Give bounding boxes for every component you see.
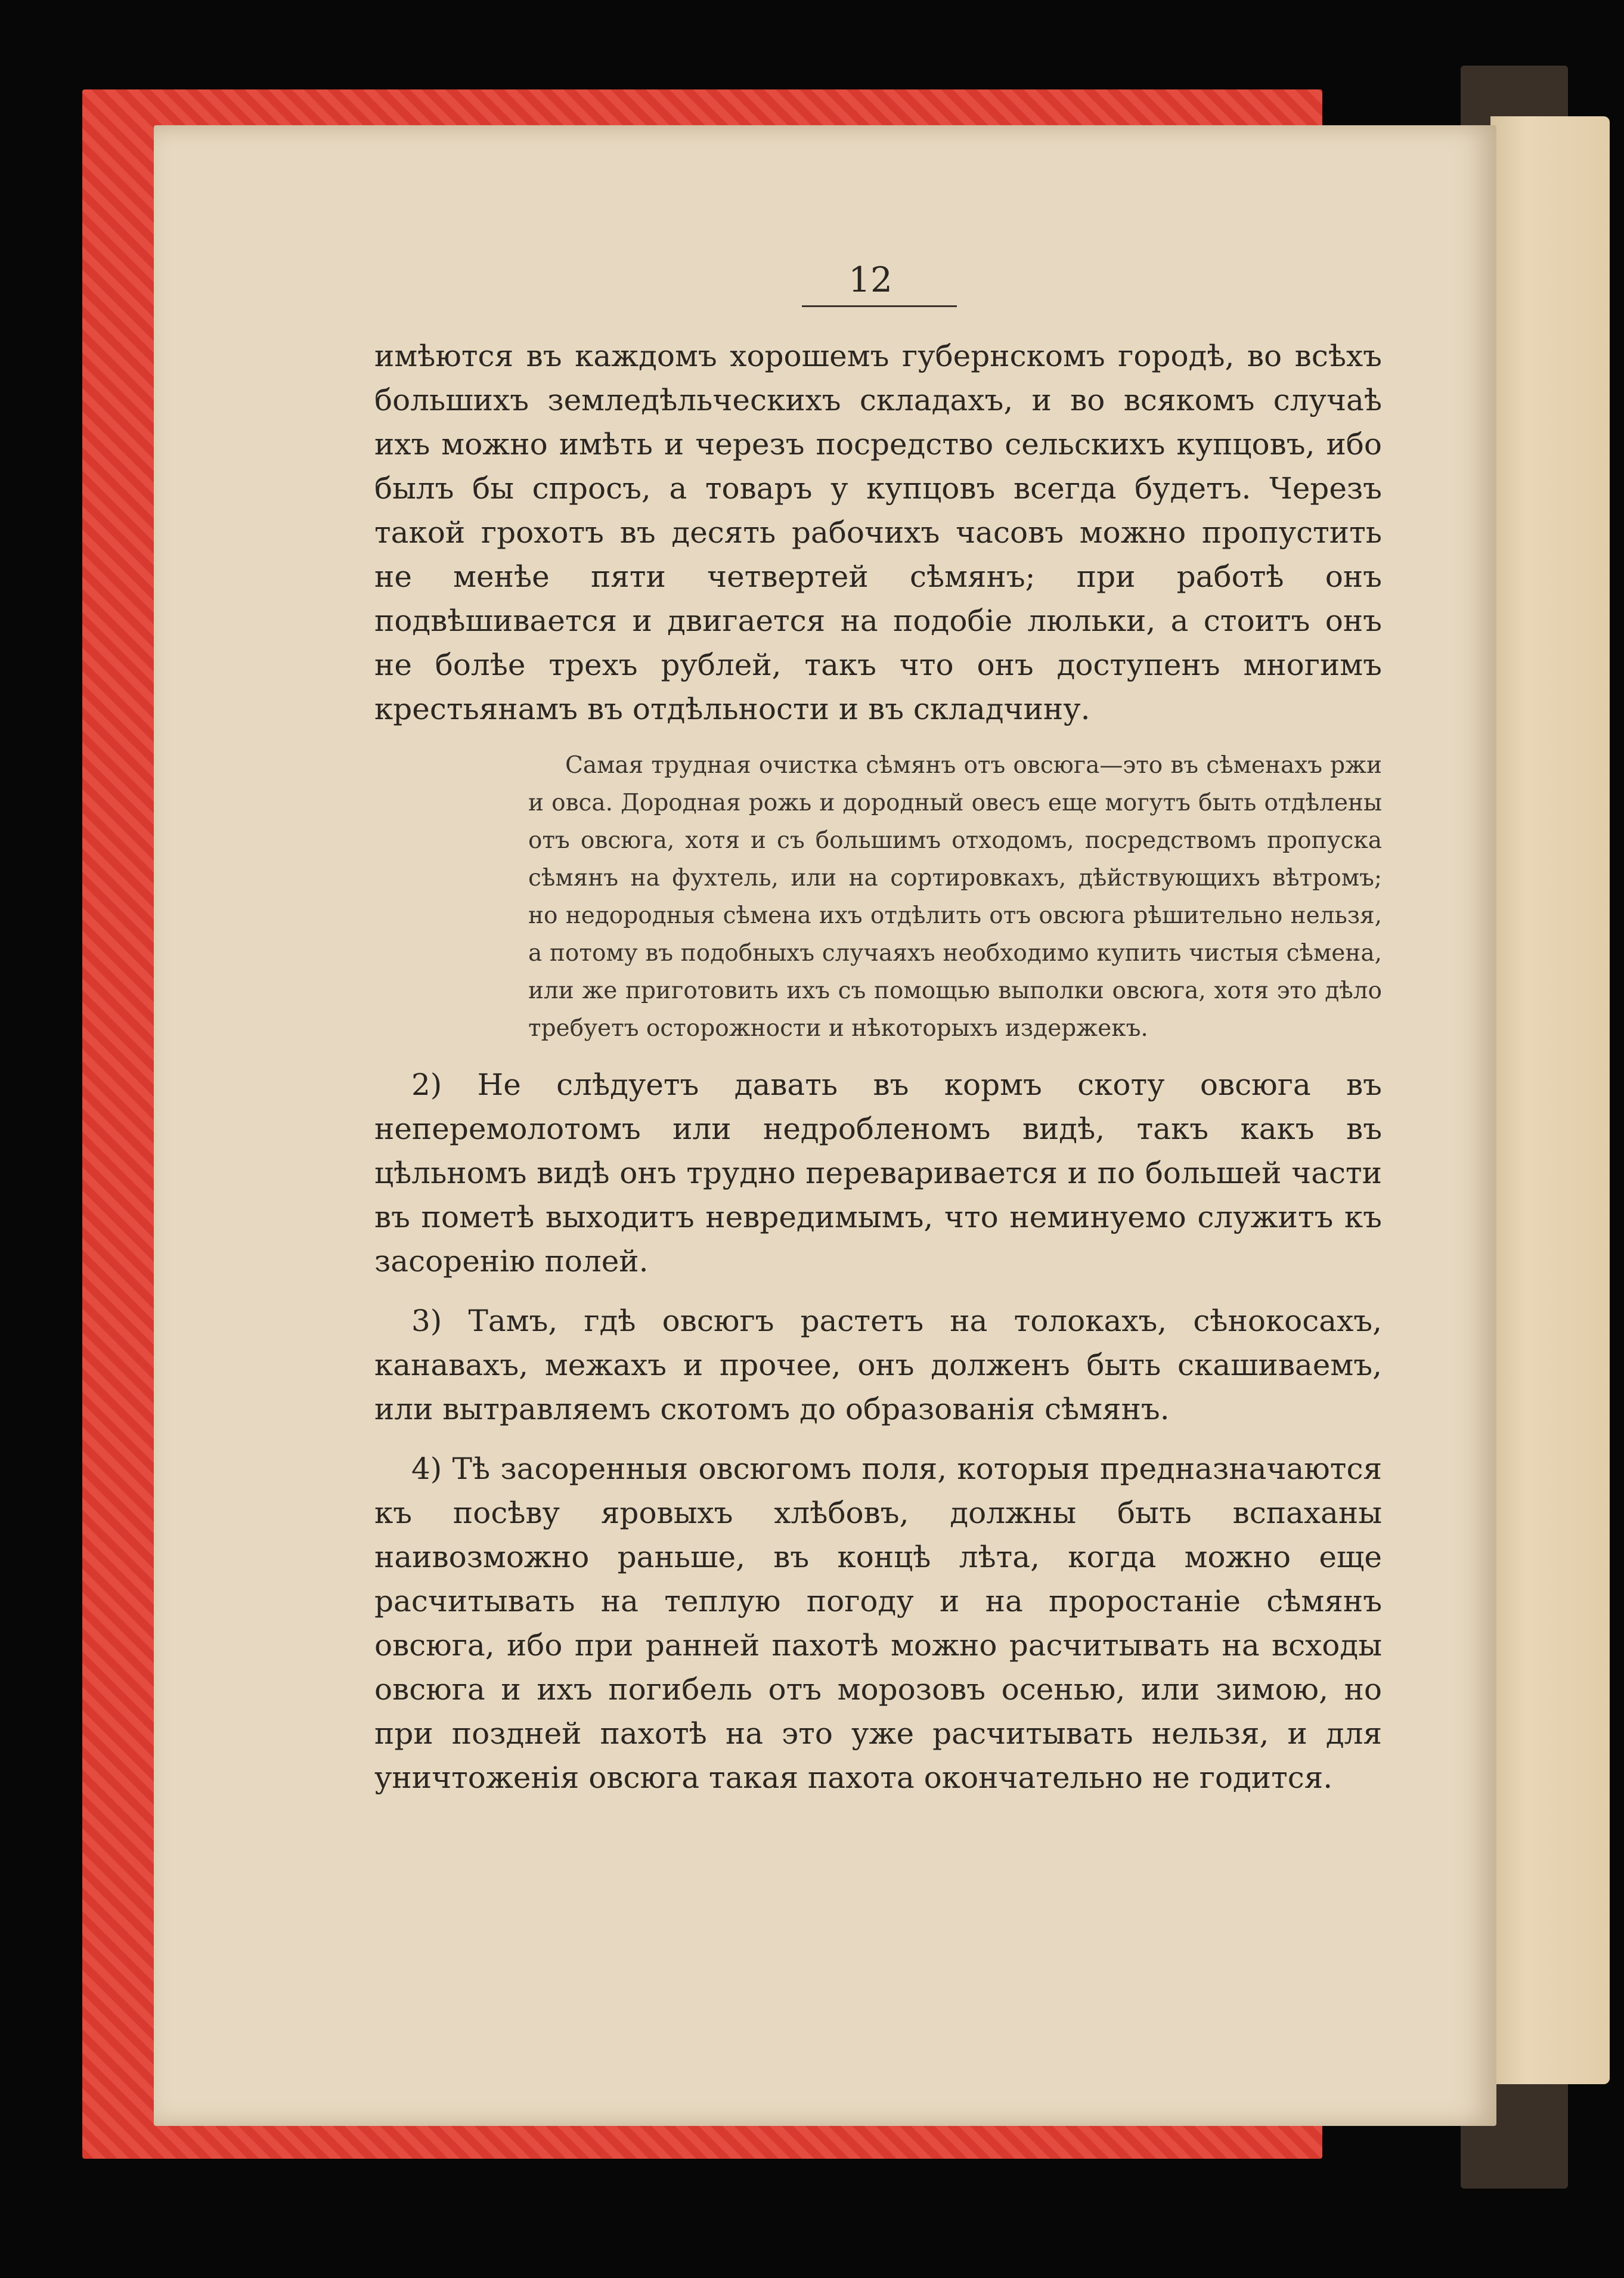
- paragraph-continuation: имѣются въ каждомъ хорошемъ губернскомъ городѣ, во всѣхъ большихъ земледѣльческихъ складахъ, и во всякомъ случаѣ ихъ можно имѣть и черезъ посредство сельскихъ купцовъ, ибо былъ бы спросъ, а товаръ у купцовъ всегда будетъ. Черезъ такой грохотъ въ десять рабочихъ часовъ можно пропустить не менѣе пяти четвертей сѣмянъ; при работѣ онъ подвѣшивается и двигается на подобіе люльки, а стоитъ онъ не болѣе трехъ рублей, такъ что онъ доступенъ многимъ крестьянамъ въ отдѣльности и въ складчину.: [374, 339, 1382, 726]
- paragraph-item-2: 2) Не слѣдуетъ давать въ кормъ скоту овсюга въ неперемолотомъ или недробленомъ видѣ, такъ какъ въ цѣльномъ видѣ онъ трудно переваривается и по большей части въ пометѣ выходитъ невредимымъ, что неминуемо служитъ къ засоренію полей.: [374, 1067, 1382, 1279]
- adjacent-page-edge: [1490, 116, 1610, 2084]
- page-number: 12: [848, 259, 892, 300]
- page-number-rule: [802, 305, 957, 307]
- paragraph-item-4: 4) Тѣ засоренныя овсюгомъ поля, которыя предназначаются къ посѣву яровыхъ хлѣбовъ, должны быть вспаханы наивозможно раньше, въ концѣ лѣта, когда можно еще расчитывать на теплую погоду и на проростаніе сѣмянъ овсюга, ибо при ранней пахотѣ можно расчитывать на всходы овсюга и ихъ погибель отъ морозовъ осенью, или зимою, но при поздней пахотѣ на это уже расчитывать нельзя, и для уничтоженія овсюга такая пахота окончательно не годится.: [374, 1451, 1382, 1795]
- paragraph-item-3: 3) Тамъ, гдѣ овсюгъ растетъ на толокахъ, сѣнокосахъ, канавахъ, межахъ и прочее, онъ долженъ быть скашиваемъ, или вытравляемъ скотомъ до образованія сѣмянъ.: [374, 1304, 1382, 1426]
- page-body: [374, 334, 1382, 1800]
- footnote-block: Самая трудная очистка сѣмянъ отъ овсюга—это въ сѣменахъ ржи и овса. Дородная рожь и дородный овесъ еще могутъ быть отдѣлены отъ овсюга, хотя и съ большимъ отходомъ, посредствомъ пропуска сѣмянъ на фухтель, или на сортировкахъ, дѣйствующихъ вѣтромъ; но недородныя сѣмена ихъ отдѣлить отъ овсюга рѣшительно нельзя, а потому въ подобныхъ случаяхъ необходимо купить чистыя сѣмена, или же приготовить ихъ съ помощью выполки овсюга, хотя это дѣло требуетъ осторожности и нѣкоторыхъ издержекъ.: [528, 752, 1382, 1042]
